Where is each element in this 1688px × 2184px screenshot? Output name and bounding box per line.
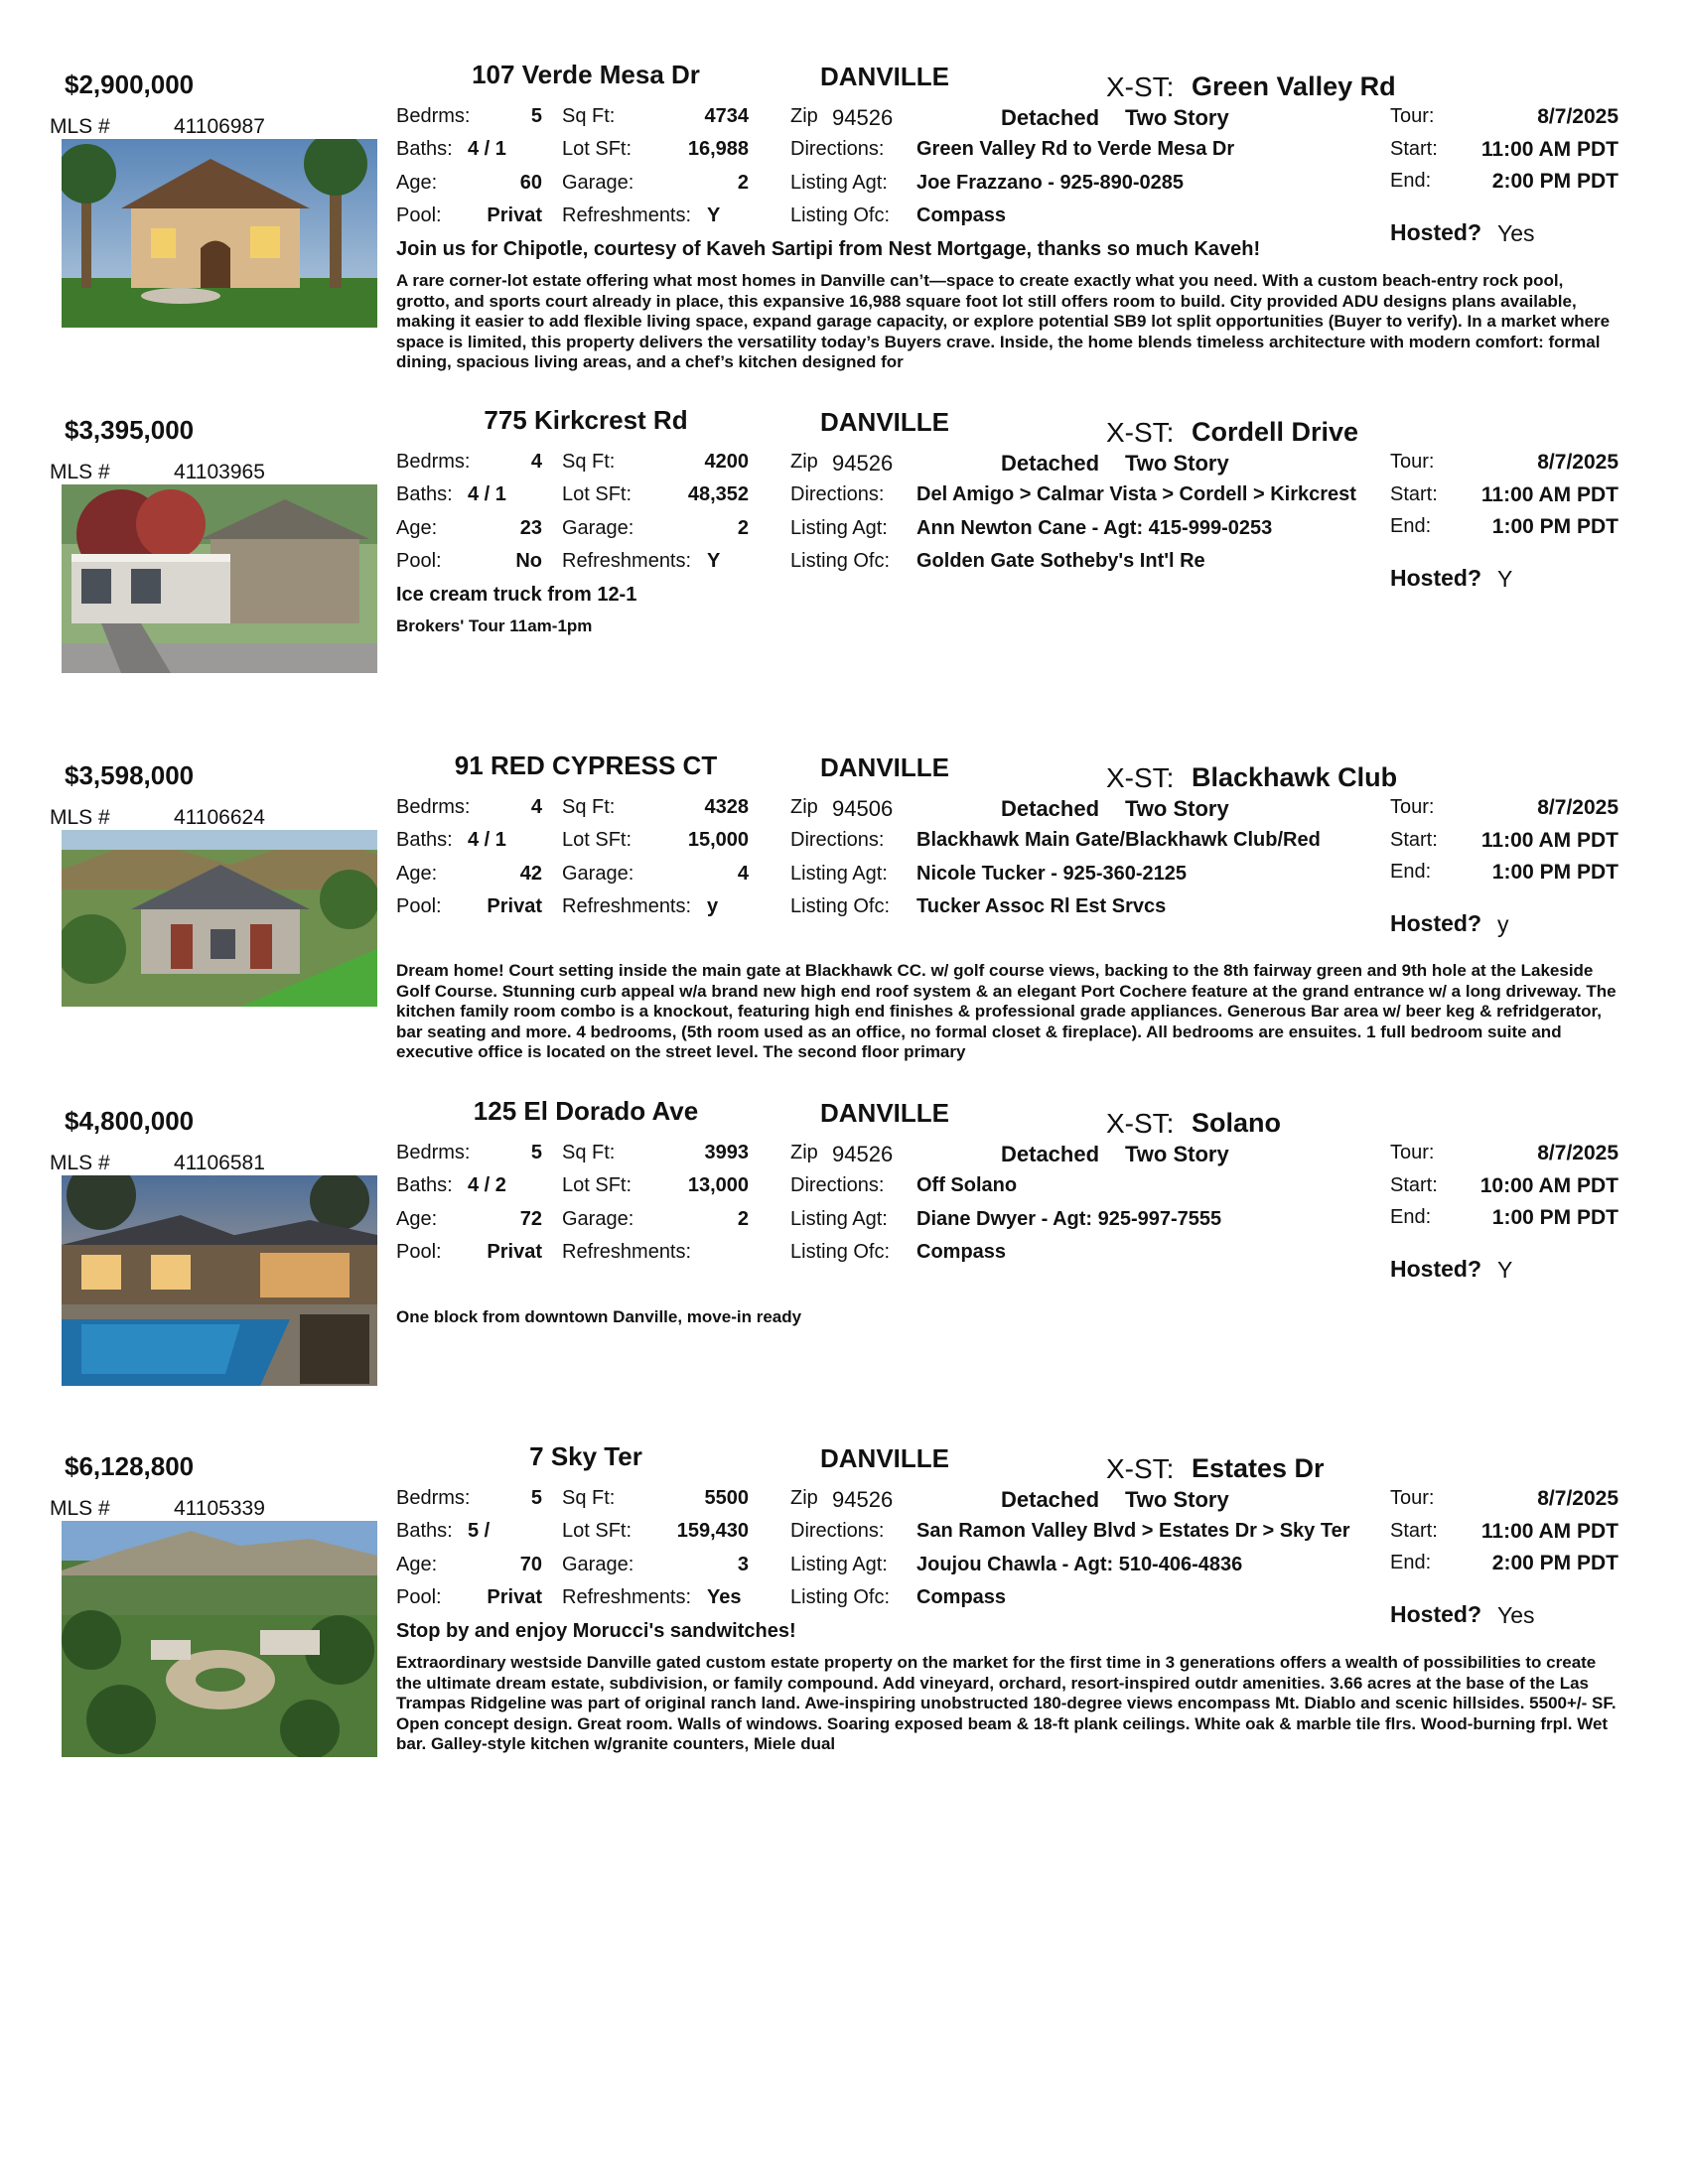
listing-price: $3,598,000 [65,760,195,790]
listing-card [0,731,1688,1076]
listing-office-value: Compass [916,205,1007,226]
start-time: 11:00 AM PDT [1480,138,1618,161]
bedrooms-value: 4 [530,451,542,473]
property-stories: Two Story [1125,451,1229,476]
listing-agent-label: Listing Agt: [790,517,888,539]
sqft-label: Sq Ft: [562,105,616,127]
listing-description: A rare corner-lot estate offering what most homes in Danville can’t—space to create exactly what you need. With a custom beach-entry rock pool, grotto, and sports court already in place, this expansive 16,988 square foot lot still offers room to build. City provided ADU designs plans available, making it easier to add flexible living space, expand garage capacity, or explore potential SB9 lot split opportunities (Buyer to verify). In a market where space is limited, this property delivers the versatility today’s Buyers crave. Inside, the home blends timeless architecture with modern comfort: formal dining, spacious living areas, and a chef’s kitchen designed for [396,271,1611,371]
property-type: Detached [1001,796,1100,821]
cross-street-value: Estates Dr [1192,1453,1325,1483]
sqft-value: 3993 [704,1142,749,1163]
property-stories: Two Story [1125,796,1229,821]
age-label: Age: [396,172,438,194]
start-time: 11:00 AM PDT [1480,1520,1618,1543]
bedrooms-value: 4 [530,796,542,818]
directions-value: Del Amigo > Calmar Vista > Cordell > Kirkcrest [916,483,1356,505]
tour-label: Tour: [1390,1142,1435,1163]
sqft-label: Sq Ft: [562,1487,616,1509]
mls-label: MLS # [50,1152,110,1174]
garage-label: Garage: [562,1208,634,1230]
cross-street-label: X-ST: [1106,71,1175,102]
lot-label: Lot SFt: [562,1520,633,1542]
listing-city: DANVILLE [820,1098,949,1128]
property-type: Detached [1001,1142,1100,1166]
hosted-label: Hosted? [1390,1601,1481,1627]
cross-street-label: X-ST: [1106,417,1175,448]
refreshments-value: y [707,895,719,917]
age-value: 70 [519,1554,542,1575]
end-label: End: [1390,170,1432,192]
pool-value: No [515,550,542,572]
tour-label: Tour: [1390,105,1435,127]
bedrooms-label: Bedrms: [396,796,471,818]
pool-value: Privat [487,205,542,226]
hosted-value: Yes [1497,1602,1535,1628]
listing-photo [62,1175,377,1386]
baths-label: Baths: [396,1174,453,1196]
garage-label: Garage: [562,863,634,885]
hosted-label: Hosted? [1390,910,1481,936]
mls-number: 41106624 [174,806,265,829]
listing-address: 107 Verde Mesa Dr [472,60,700,89]
tour-label: Tour: [1390,796,1435,818]
mls-label: MLS # [50,1497,110,1520]
garage-value: 4 [737,863,749,885]
listing-office-label: Listing Ofc: [790,550,891,572]
listing-city: DANVILLE [820,752,949,782]
listing-agent-value: Joe Frazzano - 925-890-0285 [916,172,1185,194]
mls-number: 41103965 [174,461,265,483]
property-type: Detached [1001,105,1100,130]
zip-value: 94526 [832,451,894,476]
listing-agent-value: Ann Newton Cane - Agt: 415-999-0253 [916,517,1273,539]
baths-label: Baths: [396,138,453,160]
listing-photo [62,139,377,328]
bedrooms-label: Bedrms: [396,1142,471,1163]
cross-street-value: Solano [1192,1108,1282,1138]
listing-office-label: Listing Ofc: [790,205,891,226]
start-label: Start: [1390,138,1438,160]
directions-label: Directions: [790,1174,885,1196]
sqft-value: 4200 [704,451,749,473]
start-label: Start: [1390,829,1438,851]
pool-label: Pool: [396,895,442,917]
zip-value: 94526 [832,1142,894,1166]
property-stories: Two Story [1125,1487,1229,1512]
tour-date: 8/7/2025 [1537,1487,1618,1510]
lot-value: 159,430 [676,1520,749,1542]
listing-address: 775 Kirkcrest Rd [484,405,688,435]
baths-label: Baths: [396,829,453,851]
listing-city: DANVILLE [820,407,949,437]
zip-value: 94526 [832,105,894,130]
garage-value: 2 [737,172,749,194]
directions-label: Directions: [790,1520,885,1542]
property-stories: Two Story [1125,1142,1229,1166]
listing-office-label: Listing Ofc: [790,1241,891,1263]
hosted-value: y [1497,911,1509,937]
pool-label: Pool: [396,205,442,226]
lot-label: Lot SFt: [562,829,633,851]
mls-number: 41106987 [174,115,265,138]
bedrooms-label: Bedrms: [396,451,471,473]
zip-label: Zip [790,1487,818,1509]
start-time: 10:00 AM PDT [1479,1174,1618,1197]
refreshments-value: Y [707,205,721,226]
garage-label: Garage: [562,1554,634,1575]
lot-label: Lot SFt: [562,1174,633,1196]
end-time: 1:00 PM PDT [1491,515,1618,538]
bedrooms-value: 5 [530,105,542,127]
garage-value: 2 [737,1208,749,1230]
hosted-value: Y [1497,1257,1513,1283]
listing-city: DANVILLE [820,1443,949,1473]
listing-note: Stop by and enjoy Morucci's sandwitches! [396,1620,796,1642]
lot-value: 16,988 [687,138,749,160]
listing-description: Dream home! Court setting inside the main gate at Blackhawk CC. w/ golf course views, backing to the 8th fairway green and 9th hole at the Lakeside Golf Course. Stunning curb appeal w/a brand new high end roof system & an elegant Port Cochere feature at the grand entrance w/ a long driveway. The kitchen family room combo is a knockout, featuring high end finishes & professional grade appliances. Generous Bar area w/ beer keg & refridgerator, bar seating and more. 4 bedrooms, (5th room used as an office, no formal closet & fireplace). All bedrooms are ensuites. 1 full bedroom suite and executive office is located on the street level. The second floor primary [396,961,1617,1061]
garage-label: Garage: [562,517,634,539]
baths-value: 4 / 1 [468,829,506,851]
age-value: 42 [519,863,542,885]
sqft-label: Sq Ft: [562,1142,616,1163]
start-time: 11:00 AM PDT [1480,483,1618,506]
end-time: 2:00 PM PDT [1491,1552,1618,1574]
directions-label: Directions: [790,483,885,505]
age-label: Age: [396,863,438,885]
directions-value: Off Solano [916,1174,1018,1196]
tour-date: 8/7/2025 [1537,105,1618,128]
end-label: End: [1390,861,1432,883]
tour-label: Tour: [1390,451,1435,473]
tour-date: 8/7/2025 [1537,796,1618,819]
listing-office-value: Tucker Assoc Rl Est Srvcs [916,895,1167,917]
zip-label: Zip [790,1142,818,1163]
directions-value: Blackhawk Main Gate/Blackhawk Club/Red [916,829,1321,851]
sqft-value: 4734 [704,105,749,127]
listing-price: $4,800,000 [65,1106,195,1136]
tour-date: 8/7/2025 [1537,451,1618,474]
directions-label: Directions: [790,138,885,160]
baths-label: Baths: [396,1520,453,1542]
listing-price: $3,395,000 [65,415,195,445]
baths-value: 4 / 1 [468,483,506,505]
cross-street-label: X-ST: [1106,1108,1175,1139]
listing-photo [62,830,377,1007]
end-label: End: [1390,515,1432,537]
age-value: 60 [519,172,542,194]
sqft-value: 5500 [704,1487,749,1509]
cross-street-value: Green Valley Rd [1192,71,1396,101]
listing-address: 91 RED CYPRESS CT [454,751,718,780]
start-label: Start: [1390,1520,1438,1542]
tour-date: 8/7/2025 [1537,1142,1618,1164]
start-label: Start: [1390,1174,1438,1196]
end-label: End: [1390,1552,1432,1573]
end-time: 1:00 PM PDT [1491,861,1618,884]
lot-value: 15,000 [687,829,749,851]
refreshments-label: Refreshments: [562,550,692,572]
bedrooms-label: Bedrms: [396,1487,471,1509]
listing-description: Brokers' Tour 11am-1pm [396,616,593,635]
listing-price: $6,128,800 [65,1451,195,1481]
zip-label: Zip [790,796,818,818]
listing-address: 7 Sky Ter [529,1441,642,1471]
age-label: Age: [396,1554,438,1575]
tour-label: Tour: [1390,1487,1435,1509]
listing-agent-label: Listing Agt: [790,1208,888,1230]
end-label: End: [1390,1206,1432,1228]
end-time: 1:00 PM PDT [1491,1206,1618,1229]
cross-street-value: Cordell Drive [1192,417,1359,447]
age-label: Age: [396,1208,438,1230]
hosted-label: Hosted? [1390,565,1481,591]
listing-photo [62,1521,377,1757]
baths-label: Baths: [396,483,453,505]
hosted-value: Y [1497,566,1513,592]
lot-label: Lot SFt: [562,483,633,505]
garage-label: Garage: [562,172,634,194]
sqft-label: Sq Ft: [562,451,616,473]
bedrooms-value: 5 [530,1142,542,1163]
listing-office-label: Listing Ofc: [790,895,891,917]
listing-note: Join us for Chipotle, courtesy of Kaveh Sartipi from Nest Mortgage, thanks so much Kaveh! [396,238,1261,260]
refreshments-label: Refreshments: [562,1241,692,1263]
listing-agent-value: Nicole Tucker - 925-360-2125 [916,863,1188,885]
pool-label: Pool: [396,1241,442,1263]
listing-price: $2,900,000 [65,69,195,99]
refreshments-value: Y [707,550,721,572]
pool-value: Privat [487,1586,542,1608]
hosted-value: Yes [1497,220,1535,246]
refreshments-value: Yes [707,1586,742,1608]
cross-street-label: X-ST: [1106,1453,1175,1484]
sqft-label: Sq Ft: [562,796,616,818]
baths-value: 4 / 1 [468,138,506,160]
baths-value: 5 / [468,1520,491,1542]
refreshments-label: Refreshments: [562,895,692,917]
mls-number: 41105339 [174,1497,265,1520]
end-time: 2:00 PM PDT [1491,170,1618,193]
lot-value: 48,352 [687,483,749,505]
age-value: 72 [519,1208,542,1230]
listing-office-value: Compass [916,1241,1007,1263]
listing-office-label: Listing Ofc: [790,1586,891,1608]
listing-city: DANVILLE [820,62,949,91]
garage-value: 3 [737,1554,749,1575]
listing-note: Ice cream truck from 12-1 [396,584,637,606]
listing-agent-label: Listing Agt: [790,1554,888,1575]
pool-label: Pool: [396,550,442,572]
listing-agent-value: Joujou Chawla - Agt: 510-406-4836 [916,1554,1243,1575]
listing-description: Extraordinary westside Danville gated custom estate property on the market for the first time in 3 generations offers a wealth of possibilities to create the ultimate dream estate, subdivision, or family compound. Add vineyard, orchard, resort-inspired outdr amenities. 3.66 acres at the base of the Las Trampas Ridgeline was part of original ranch land. Awe-inspiring unobstructed 180-degree views encompass Mt. Diablo and scenic hillsides. 5500+/- SF. Open concept design. Great room. Walls of windows. Soaring exposed beam & 18-ft plank ceilings. White oak & marble tile flrs. Wood-burning frpl. Wet bar. Galley-style kitchen w/granite counters, Miele dual [396,1653,1617,1753]
directions-value: San Ramon Valley Blvd > Estates Dr > Sky Ter [916,1520,1350,1542]
garage-value: 2 [737,517,749,539]
listing-card [0,1076,1688,1422]
listing-office-value: Compass [916,1586,1007,1608]
zip-label: Zip [790,451,818,473]
listing-office-value: Golden Gate Sotheby's Int'l Re [916,550,1205,572]
hosted-label: Hosted? [1390,219,1481,245]
pool-label: Pool: [396,1586,442,1608]
bedrooms-label: Bedrms: [396,105,471,127]
refreshments-label: Refreshments: [562,205,692,226]
mls-label: MLS # [50,461,110,483]
start-time: 11:00 AM PDT [1480,829,1618,852]
pool-value: Privat [487,895,542,917]
baths-value: 4 / 2 [468,1174,506,1196]
pool-value: Privat [487,1241,542,1263]
cross-street-value: Blackhawk Club [1192,762,1398,792]
zip-label: Zip [790,105,818,127]
age-label: Age: [396,517,438,539]
directions-value: Green Valley Rd to Verde Mesa Dr [916,138,1235,160]
listing-agent-value: Diane Dwyer - Agt: 925-997-7555 [916,1208,1222,1230]
listing-address: 125 El Dorado Ave [473,1096,699,1126]
zip-value: 94506 [832,796,894,821]
sqft-value: 4328 [704,796,749,818]
hosted-label: Hosted? [1390,1256,1481,1282]
lot-label: Lot SFt: [562,138,633,160]
property-type: Detached [1001,451,1100,476]
cross-street-label: X-ST: [1106,762,1175,793]
property-type: Detached [1001,1487,1100,1512]
age-value: 23 [519,517,542,539]
listing-card [0,385,1688,731]
directions-label: Directions: [790,829,885,851]
listing-description: One block from downtown Danville, move-in ready [396,1307,802,1326]
property-stories: Two Story [1125,105,1229,130]
refreshments-label: Refreshments: [562,1586,692,1608]
mls-label: MLS # [50,806,110,829]
lot-value: 13,000 [687,1174,749,1196]
start-label: Start: [1390,483,1438,505]
mls-label: MLS # [50,115,110,138]
listing-card [0,1422,1688,1767]
mls-number: 41106581 [174,1152,265,1174]
listing-photo [62,484,377,673]
listing-card [0,40,1688,385]
listing-agent-label: Listing Agt: [790,863,888,885]
zip-value: 94526 [832,1487,894,1512]
listing-agent-label: Listing Agt: [790,172,888,194]
bedrooms-value: 5 [530,1487,542,1509]
